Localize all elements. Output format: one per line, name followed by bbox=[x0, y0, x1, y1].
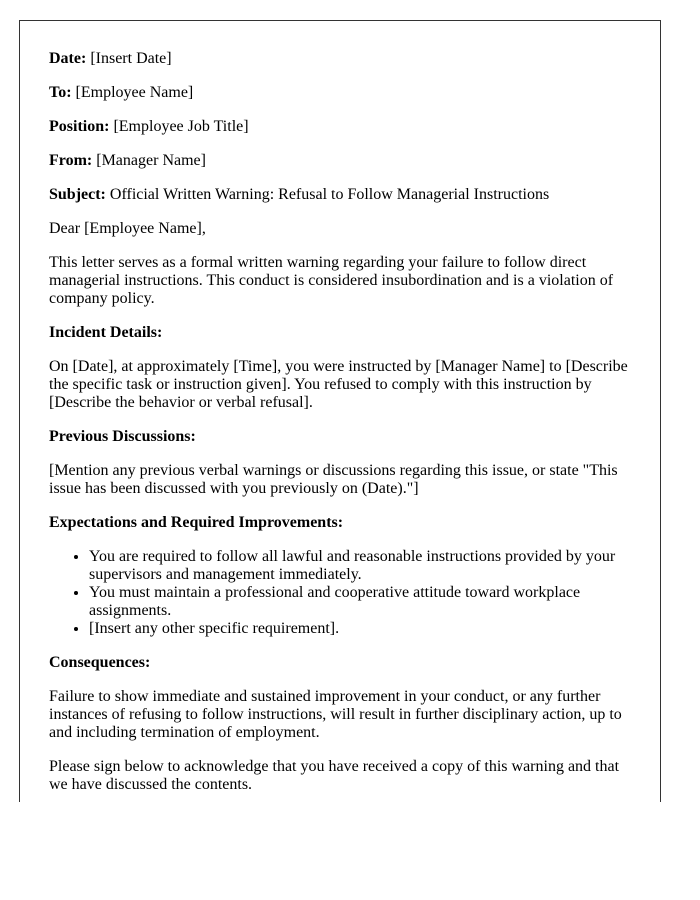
incident-text: On [Date], at approximately [Time], you were instructed by [Manager Name] to [Describe the specific task or instruction given]. You refused to comply with this instruction by [Describe the behavior or verbal refusal]. bbox=[49, 358, 628, 411]
consequences-heading: Consequences: bbox=[49, 654, 151, 671]
previous-heading: Previous Discussions: bbox=[49, 428, 196, 445]
subject-line: Subject: Official Written Warning: Refusal to Follow Managerial Instructions bbox=[49, 186, 550, 203]
intro-paragraph: This letter serves as a formal written warning regarding your failure to follow direct managerial instructions. This conduct is considered insubordination and is a violation of company policy. bbox=[49, 254, 614, 307]
list-item: • [Insert any other specific requirement]. bbox=[89, 620, 631, 638]
salutation: Dear [Employee Name], bbox=[49, 220, 206, 237]
position-line: Position: [Employee Job Title] bbox=[49, 118, 249, 135]
to-line: To: [Employee Name] bbox=[49, 84, 194, 101]
warning-letter bbox=[19, 20, 661, 802]
from-line: From: [Manager Name] bbox=[49, 152, 206, 169]
date-line: Date: [Insert Date] bbox=[49, 50, 172, 67]
incident-heading: Incident Details: bbox=[49, 324, 163, 341]
expectations-list bbox=[49, 548, 631, 638]
expectations-heading: Expectations and Required Improvements: bbox=[49, 514, 344, 531]
list-item: • You must maintain a professional and cooperative attitude toward workplace assignments. bbox=[89, 584, 631, 620]
previous-text: [Mention any previous verbal warnings or discussions regarding this issue, or state "This issue has been discussed with you previously on (Date)."] bbox=[49, 462, 618, 497]
list-item: • You are required to follow all lawful and reasonable instructions provided by your supervisors and management immediately. bbox=[89, 548, 631, 584]
consequences-text: Failure to show immediate and sustained improvement in your conduct, or any further instances of refusing to follow instructions, will result in further disciplinary action, up to and including termination of employment. bbox=[49, 688, 622, 741]
closing-paragraph: Please sign below to acknowledge that you have received a copy of this warning and that we have discussed the contents. bbox=[49, 758, 620, 793]
